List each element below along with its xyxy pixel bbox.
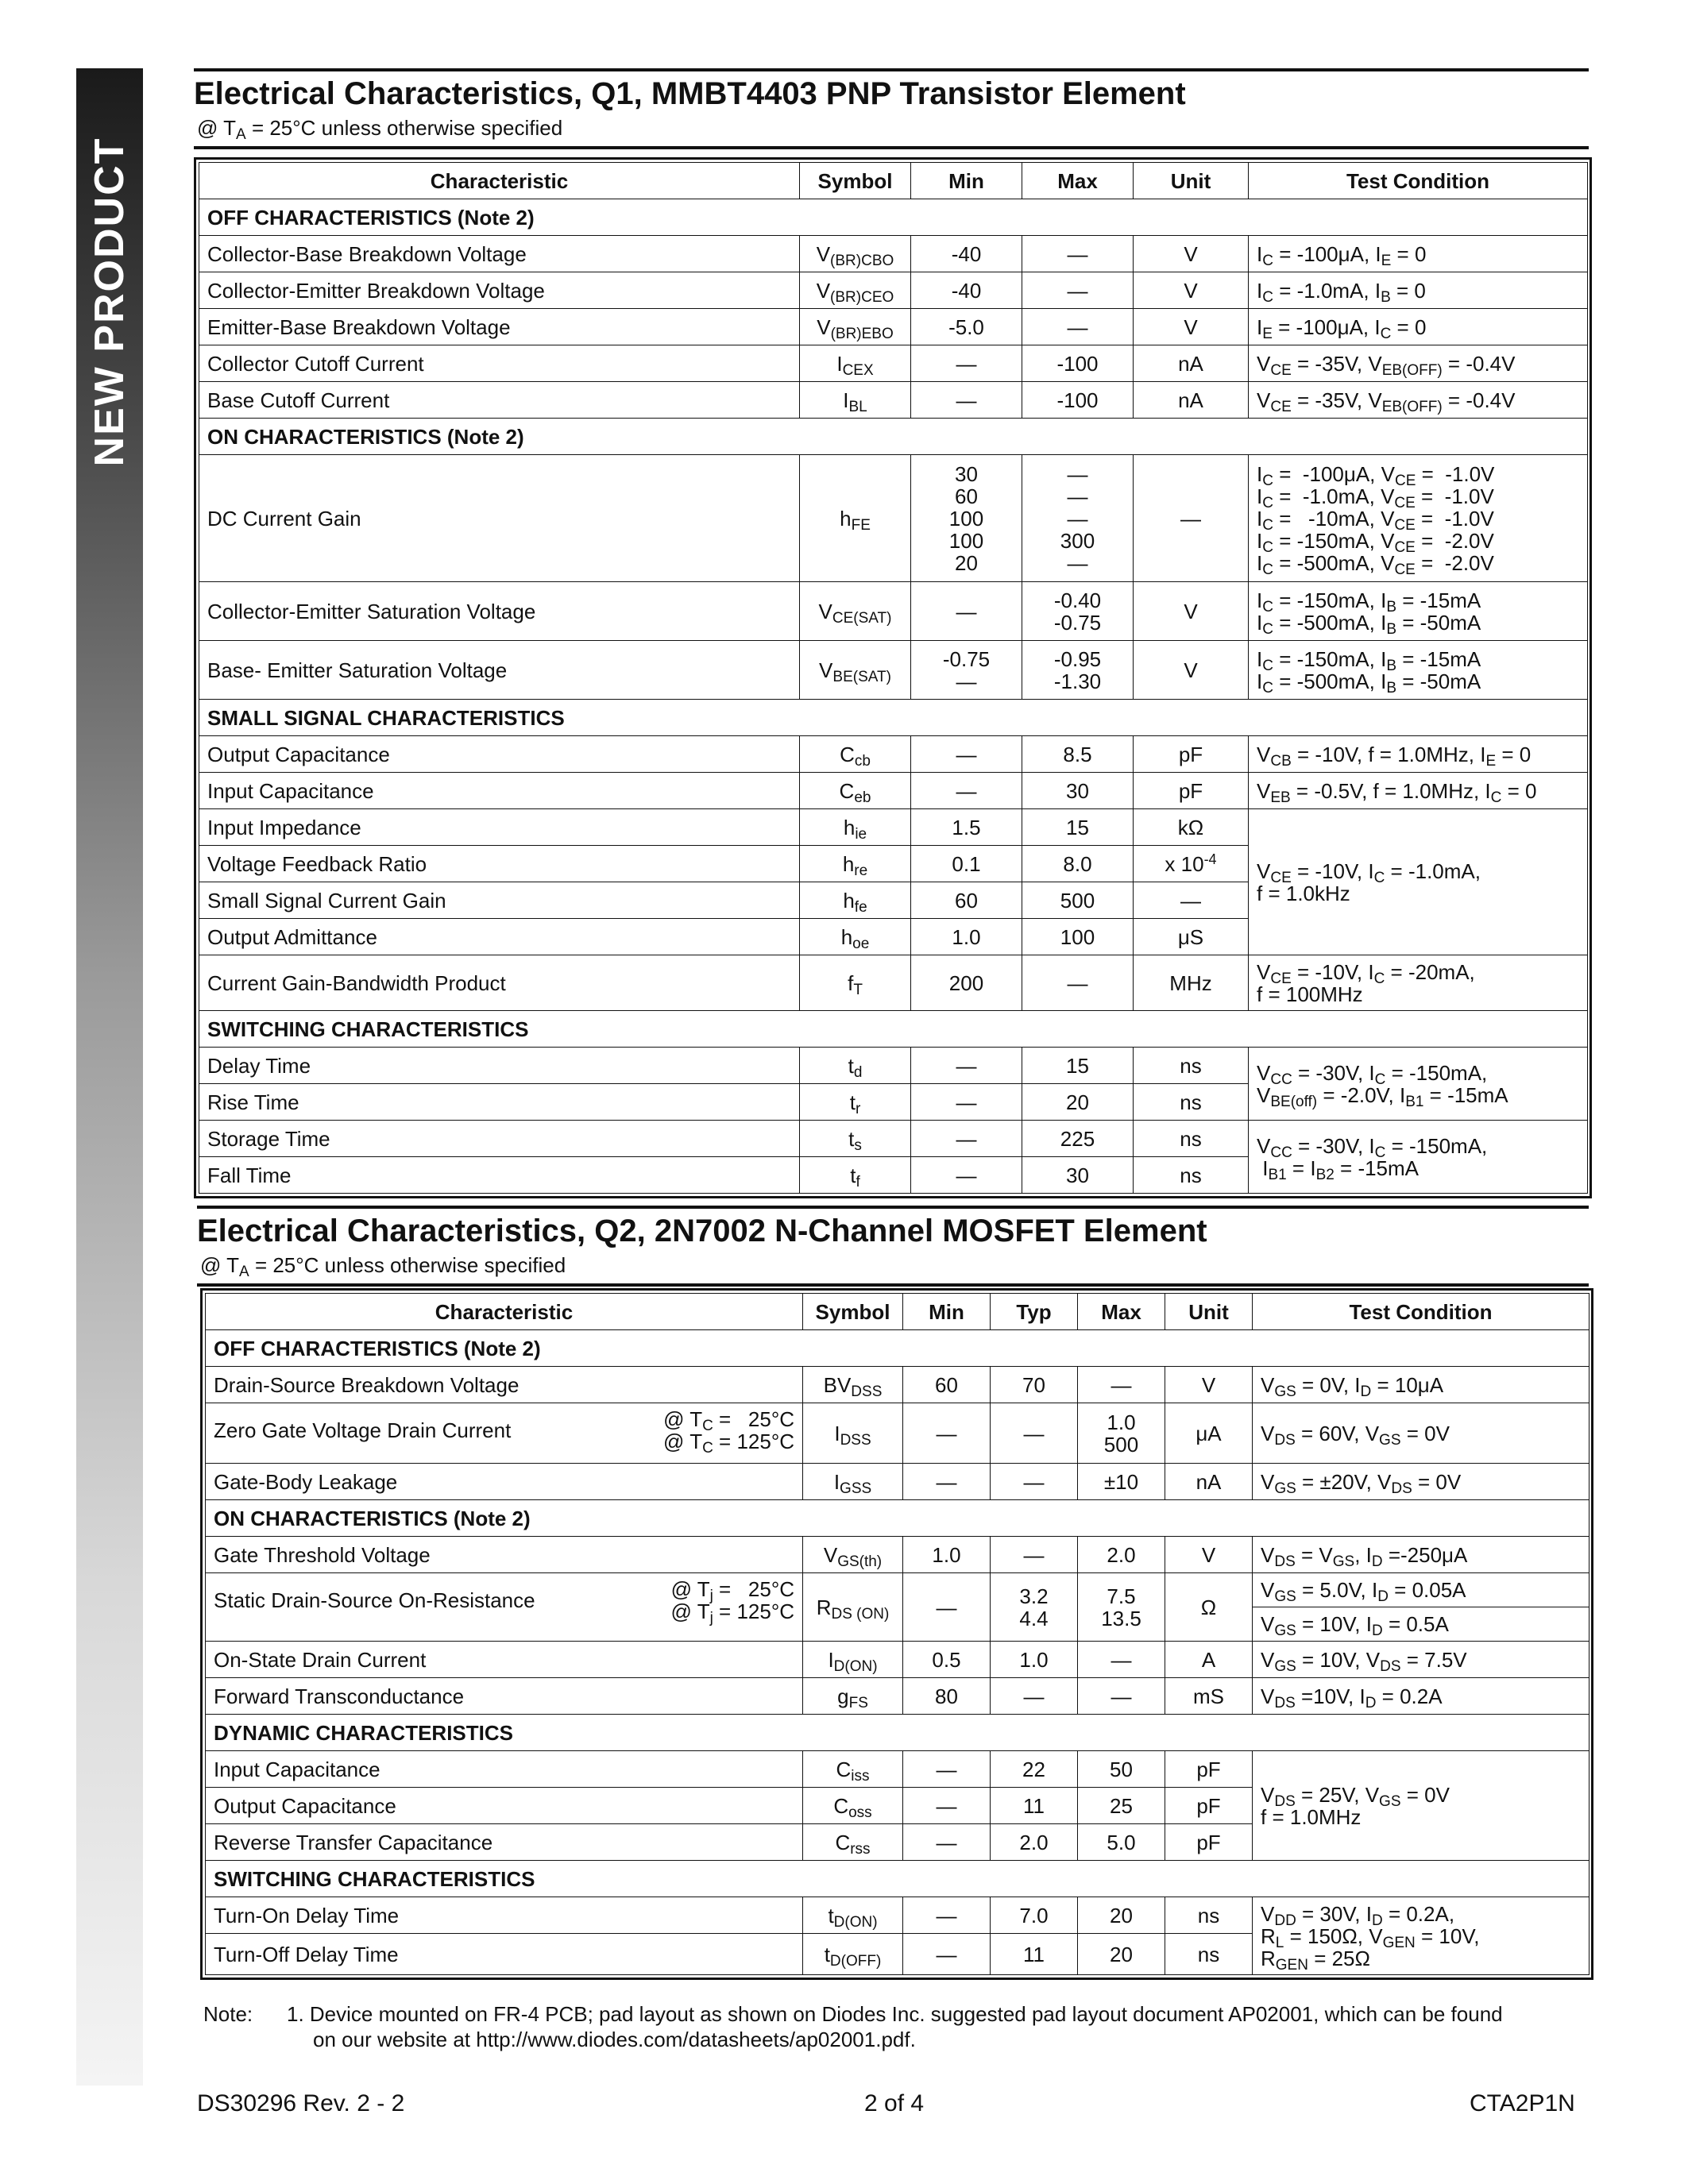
row-max: 15 — [1022, 809, 1134, 846]
q2-header-typ: Typ — [991, 1294, 1078, 1330]
row-symbol: $h_{re}$ — [800, 846, 911, 882]
row-min: -5.0 — [911, 309, 1022, 345]
q2-header-test: Test Condition — [1253, 1294, 1590, 1330]
row-symbol: $C_{iss}$ — [803, 1751, 903, 1788]
row-min: — — [903, 1464, 991, 1500]
q2-header-min: Min — [903, 1294, 991, 1330]
row-typ: 22 — [991, 1751, 1078, 1788]
q2-header-row — [206, 1294, 1590, 1330]
row-typ: — — [991, 1537, 1078, 1573]
row-max: 225 — [1022, 1121, 1134, 1157]
row-unit: ns — [1134, 1084, 1249, 1121]
row-max: 20 — [1078, 1897, 1165, 1934]
q1-section-small: SMALL SIGNAL CHARACTERISTICS — [199, 700, 1588, 736]
q1-title: Electrical Characteristics, Q1, MMBT4403 PNP Transistor Element — [194, 76, 1186, 111]
q2-header-max: Max — [1078, 1294, 1165, 1330]
table-row — [199, 773, 1588, 809]
q2-section-off: OFF CHARACTERISTICS (Note 2) — [206, 1330, 1590, 1367]
row-name: Zero Gate Voltage Drain Current @ $T_C = 25^\circ C$ @ $T_C = 125^\circ C$ — [206, 1403, 803, 1464]
row-name: Emitter-Base Breakdown Voltage — [199, 309, 800, 345]
q1-table — [194, 157, 1592, 1198]
row-symbol: $I_{D(ON)}$ — [803, 1642, 903, 1678]
row-condition: $V_{CE} = -10V$, $I_C = -1.0mA$, f = 1.0kHz — [1249, 809, 1588, 955]
q2-header-characteristic: Characteristic — [206, 1294, 803, 1330]
row-min: 0.1 — [911, 846, 1022, 882]
row-name: On-State Drain Current — [206, 1642, 803, 1678]
row-unit: nA — [1134, 382, 1249, 419]
row-name: Collector-Base Breakdown Voltage — [199, 236, 800, 272]
row-condition: $V_{GS} = 0V$, $I_D = 10\mu A$ — [1253, 1367, 1590, 1403]
row-max: 20 — [1078, 1934, 1165, 1975]
q1-header-test: Test Condition — [1249, 163, 1588, 199]
row-condition: $I_C = -100\mu A$, $V_{CE} = -1.0V$ $I_C = -1.0mA$, $V_{CE} = -1.0V$ $I_C = -10mA$, $V_{CE} = -1.0V$ $I_C = -150mA$, $V_{CE} = -2.0V$ $I_C = -500mA$, $V_{CE} = -2.0V$ — [1249, 455, 1588, 582]
row-condition: $V_{GS} = 10V$, $I_D = 0.5A$ — [1253, 1607, 1590, 1642]
row-unit: kΩ — [1134, 809, 1249, 846]
row-condition: $V_{GS} = 10V$, $V_{DS} = 7.5V$ — [1253, 1642, 1590, 1678]
table-row — [206, 1897, 1590, 1934]
row-min: 30 60 100 100 20 — [911, 455, 1022, 582]
row-condition: $V_{CE} = -35V$, $V_{EB(OFF)} = -0.4V$ — [1249, 382, 1588, 419]
q2-section-switching: SWITCHING CHARACTERISTICS — [206, 1861, 1590, 1897]
row-max: — — — 300 — — [1022, 455, 1134, 582]
table-row — [199, 309, 1588, 345]
row-max: 15 — [1022, 1048, 1134, 1084]
row-symbol: $C_{rss}$ — [803, 1824, 903, 1861]
table-row — [206, 1537, 1590, 1573]
row-unit: pF — [1134, 736, 1249, 773]
row-min: — — [911, 582, 1022, 641]
table-row — [199, 345, 1588, 382]
row-min: 80 — [903, 1678, 991, 1715]
q1-section-switching: SWITCHING CHARACTERISTICS — [199, 1011, 1588, 1048]
row-max: — — [1022, 955, 1134, 1011]
row-min: — — [911, 1121, 1022, 1157]
row-unit: μA — [1165, 1403, 1253, 1464]
row-unit: pF — [1165, 1751, 1253, 1788]
row-name: Input Impedance — [199, 809, 800, 846]
row-max: — — [1022, 272, 1134, 309]
row-max: — — [1078, 1678, 1165, 1715]
row-symbol: $t_s$ — [800, 1121, 911, 1157]
row-unit: ns — [1134, 1121, 1249, 1157]
row-unit: V — [1134, 236, 1249, 272]
row-min: 1.5 — [911, 809, 1022, 846]
row-condition: $V_{DS} = 60V$, $V_{GS} = 0V$ — [1253, 1403, 1590, 1464]
row-condition: $V_{DD} = 30V$, $I_D = 0.2A$, $R_L = 150\Omega$, $V_{GEN} = 10V$, $R_{GEN} = 25\Omega$ — [1253, 1897, 1590, 1975]
row-max: 8.0 — [1022, 846, 1134, 882]
row-name: Gate Threshold Voltage — [206, 1537, 803, 1573]
row-condition: $V_{CC} = -30V$, $I_C = -150mA$, $V_{BE(off)} = -2.0V$, $I_{B1} = -15mA$ — [1249, 1048, 1588, 1121]
footer-page-number: 2 of 4 — [864, 2090, 925, 2116]
row-unit: — — [1134, 882, 1249, 919]
row-typ: — — [991, 1464, 1078, 1500]
q2-table — [200, 1288, 1593, 1980]
row-min: — — [903, 1403, 991, 1464]
row-min: — — [911, 773, 1022, 809]
row-condition: $V_{DS} =10V$, $I_D = 0.2A$ — [1253, 1678, 1590, 1715]
row-max: — — [1078, 1367, 1165, 1403]
table-row — [199, 736, 1588, 773]
q1-header-row — [199, 163, 1588, 199]
row-symbol: $V_{BE(SAT)}$ — [800, 641, 911, 700]
row-max: 100 — [1022, 919, 1134, 955]
row-typ: — — [991, 1678, 1078, 1715]
q1-header-min: Min — [911, 163, 1022, 199]
row-unit: V — [1165, 1367, 1253, 1403]
table-row — [199, 236, 1588, 272]
row-min: — — [911, 736, 1022, 773]
table-row — [206, 1751, 1590, 1788]
row-symbol: $h_{ie}$ — [800, 809, 911, 846]
row-name: Turn-Off Delay Time — [206, 1934, 803, 1975]
row-max: — — [1022, 309, 1134, 345]
row-max: — — [1022, 236, 1134, 272]
row-min: — — [911, 345, 1022, 382]
row-name: Fall Time — [199, 1157, 800, 1194]
row-min: — — [903, 1934, 991, 1975]
row-unit: V — [1134, 309, 1249, 345]
row-max: ±10 — [1078, 1464, 1165, 1500]
row-symbol: $I_{DSS}$ — [803, 1403, 903, 1464]
row-condition: $I_C = -150mA$, $I_B = -15mA$ $I_C = -500mA$, $I_B = -50mA$ — [1249, 582, 1588, 641]
table-row — [206, 1367, 1590, 1403]
q2-rule — [197, 1283, 1589, 1287]
row-typ: 7.0 — [991, 1897, 1078, 1934]
q2-section-on: ON CHARACTERISTICS (Note 2) — [206, 1500, 1590, 1537]
row-min: 60 — [903, 1367, 991, 1403]
table-row — [199, 1048, 1588, 1084]
row-max: -0.40 -0.75 — [1022, 582, 1134, 641]
q2-header-unit: Unit — [1165, 1294, 1253, 1330]
row-max: -100 — [1022, 345, 1134, 382]
row-typ: 11 — [991, 1788, 1078, 1824]
row-unit: ns — [1134, 1157, 1249, 1194]
row-unit: ns — [1165, 1934, 1253, 1975]
footer-part-number: CTA2P1N — [1470, 2090, 1575, 2116]
row-unit: — — [1134, 455, 1249, 582]
row-condition: $I_C = -1.0mA$, $I_B = 0$ — [1249, 272, 1588, 309]
row-symbol: $R_{DS (ON)}$ — [803, 1573, 903, 1642]
row-max: 50 — [1078, 1751, 1165, 1788]
row-max: 7.5 13.5 — [1078, 1573, 1165, 1642]
row-name: Turn-On Delay Time — [206, 1897, 803, 1934]
row-symbol: $V_{(BR)EBO}$ — [800, 309, 911, 345]
q2-header-symbol: Symbol — [803, 1294, 903, 1330]
row-symbol: $V_{GS(th)}$ — [803, 1537, 903, 1573]
row-condition: $V_{CE} = -10V$, $I_C = -20mA$, f = 100MHz — [1249, 955, 1588, 1011]
row-symbol: $C_{eb}$ — [800, 773, 911, 809]
row-symbol: $BV_{DSS}$ — [803, 1367, 903, 1403]
row-min: — — [903, 1788, 991, 1824]
row-max: 25 — [1078, 1788, 1165, 1824]
row-symbol: $C_{cb}$ — [800, 736, 911, 773]
row-unit: ns — [1165, 1897, 1253, 1934]
row-min: — — [903, 1751, 991, 1788]
row-typ: 2.0 — [991, 1824, 1078, 1861]
row-symbol: $t_{D(OFF)}$ — [803, 1934, 903, 1975]
row-name: Output Capacitance — [199, 736, 800, 773]
row-symbol: $V_{(BR)CEO}$ — [800, 272, 911, 309]
row-max: 8.5 — [1022, 736, 1134, 773]
table-row — [199, 1121, 1588, 1157]
q2-title: Electrical Characteristics, Q2, 2N7002 N-Channel MOSFET Element — [197, 1214, 1207, 1248]
row-name: Forward Transconductance — [206, 1678, 803, 1715]
row-min: — — [911, 1084, 1022, 1121]
table-row — [199, 382, 1588, 419]
row-condition: $V_{DS} = 25V$, $V_{GS} = 0V$ f = 1.0MHz — [1253, 1751, 1590, 1861]
row-max: 1.0 500 — [1078, 1403, 1165, 1464]
row-name: Reverse Transfer Capacitance — [206, 1824, 803, 1861]
row-symbol: $h_{FE}$ — [800, 455, 911, 582]
row-min: — — [911, 382, 1022, 419]
row-name: Output Admittance — [199, 919, 800, 955]
row-name: Input Capacitance — [206, 1751, 803, 1788]
row-min: 60 — [911, 882, 1022, 919]
row-name: Base Cutoff Current — [199, 382, 800, 419]
row-name: DC Current Gain — [199, 455, 800, 582]
row-min: — — [903, 1573, 991, 1642]
table-row — [206, 1573, 1590, 1607]
row-unit: pF — [1165, 1824, 1253, 1861]
q1-header-symbol: Symbol — [800, 163, 911, 199]
row-name: Voltage Feedback Ratio — [199, 846, 800, 882]
row-max: 500 — [1022, 882, 1134, 919]
row-min: 0.5 — [903, 1642, 991, 1678]
table-row — [199, 455, 1588, 582]
row-typ: 3.2 4.4 — [991, 1573, 1078, 1642]
row-typ: 1.0 — [991, 1642, 1078, 1678]
row-unit: A — [1165, 1642, 1253, 1678]
row-min: -40 — [911, 236, 1022, 272]
row-min: 1.0 — [911, 919, 1022, 955]
footer-doc-id: DS30296 Rev. 2 - 2 — [197, 2090, 405, 2116]
q2-section-dynamic: DYNAMIC CHARACTERISTICS — [206, 1715, 1590, 1751]
q1-rule — [194, 146, 1589, 149]
q2-conditions: @ $T_A = 25^\circ C$ unless otherwise specified — [200, 1253, 566, 1280]
row-name: Collector-Emitter Breakdown Voltage — [199, 272, 800, 309]
row-min: — — [911, 1048, 1022, 1084]
row-name: Collector Cutoff Current — [199, 345, 800, 382]
row-unit: nA — [1165, 1464, 1253, 1500]
table-row — [199, 641, 1588, 700]
q1-header-max: Max — [1022, 163, 1134, 199]
q2-top-rule — [197, 1206, 1589, 1209]
row-name: Small Signal Current Gain — [199, 882, 800, 919]
row-unit: V — [1134, 582, 1249, 641]
row-condition: $V_{GS} = 5.0V$, $I_D = 0.05A$ — [1253, 1573, 1590, 1607]
row-min: — — [911, 1157, 1022, 1194]
row-max: 5.0 — [1078, 1824, 1165, 1861]
row-name: Base- Emitter Saturation Voltage — [199, 641, 800, 700]
row-condition: $I_C = -150mA$, $I_B = -15mA$ $I_C = -500mA$, $I_B = -50mA$ — [1249, 641, 1588, 700]
row-symbol: $I_{GSS}$ — [803, 1464, 903, 1500]
row-name: Rise Time — [199, 1084, 800, 1121]
row-typ: 70 — [991, 1367, 1078, 1403]
row-name: Collector-Emitter Saturation Voltage — [199, 582, 800, 641]
row-name: Storage Time — [199, 1121, 800, 1157]
row-name: Drain-Source Breakdown Voltage — [206, 1367, 803, 1403]
row-max: -100 — [1022, 382, 1134, 419]
q1-section-off: OFF CHARACTERISTICS (Note 2) — [199, 199, 1588, 236]
row-condition: $V_{GS} = \pm 20V$, $V_{DS} = 0V$ — [1253, 1464, 1590, 1500]
row-symbol: $I_{CEX}$ — [800, 345, 911, 382]
row-unit: V — [1165, 1537, 1253, 1573]
table-row — [206, 1642, 1590, 1678]
row-condition: $I_C = -100\mu A$, $I_E = 0$ — [1249, 236, 1588, 272]
row-name: Input Capacitance — [199, 773, 800, 809]
row-condition: $V_{DS} = V_{GS}$, $I_D =-250\mu A$ — [1253, 1537, 1590, 1573]
row-symbol: $t_{D(ON)}$ — [803, 1897, 903, 1934]
row-min: — — [903, 1897, 991, 1934]
row-unit: ns — [1134, 1048, 1249, 1084]
row-symbol: $t_d$ — [800, 1048, 911, 1084]
row-symbol: $V_{(BR)CBO}$ — [800, 236, 911, 272]
row-symbol: $t_f$ — [800, 1157, 911, 1194]
row-symbol: $V_{CE(SAT)}$ — [800, 582, 911, 641]
row-name: Current Gain-Bandwidth Product — [199, 955, 800, 1011]
row-symbol: $C_{oss}$ — [803, 1788, 903, 1824]
note-text: 1. Device mounted on FR-4 PCB; pad layout as shown on Diodes Inc. suggested pad layout document AP02001, which can be found on our website at http://www.diodes.com/datasheets/ap02001.pdf. — [287, 2002, 1503, 2051]
row-name: Gate-Body Leakage — [206, 1464, 803, 1500]
row-name: Static Drain-Source On-Resistance @ $T_j = 25^\circ C$ @ $T_j = 125^\circ C$ — [206, 1573, 803, 1642]
sidebar-label: NEW PRODUCT — [87, 137, 133, 467]
q1-conditions: @ $T_A = 25^\circ C$ unless otherwise specified — [197, 116, 563, 143]
row-symbol: $h_{oe}$ — [800, 919, 911, 955]
row-min: -0.75 — — [911, 641, 1022, 700]
row-unit: MHz — [1134, 955, 1249, 1011]
table-row — [206, 1678, 1590, 1715]
row-symbol: $t_r$ — [800, 1084, 911, 1121]
row-name: Output Capacitance — [206, 1788, 803, 1824]
row-unit: x $10^{-4}$ — [1134, 846, 1249, 882]
row-min: 200 — [911, 955, 1022, 1011]
row-symbol: $g_{FS}$ — [803, 1678, 903, 1715]
row-min: -40 — [911, 272, 1022, 309]
row-max: 30 — [1022, 773, 1134, 809]
row-unit: mS — [1165, 1678, 1253, 1715]
row-condition: $V_{EB} = -0.5V$, f = 1.0MHz, $I_C = 0$ — [1249, 773, 1588, 809]
row-min: — — [903, 1824, 991, 1861]
row-unit: μS — [1134, 919, 1249, 955]
table-row — [206, 1403, 1590, 1464]
row-unit: nA — [1134, 345, 1249, 382]
row-unit: V — [1134, 272, 1249, 309]
row-unit: V — [1134, 641, 1249, 700]
row-condition: $I_E = -100\mu A$, $I_C = 0$ — [1249, 309, 1588, 345]
row-max: 20 — [1022, 1084, 1134, 1121]
row-max: 2.0 — [1078, 1537, 1165, 1573]
row-typ: — — [991, 1403, 1078, 1464]
row-condition: $V_{CE} = -35V$, $V_{EB(OFF)} = -0.4V$ — [1249, 345, 1588, 382]
row-symbol: $f_T$ — [800, 955, 911, 1011]
row-symbol: $I_{BL}$ — [800, 382, 911, 419]
table-row — [199, 955, 1588, 1011]
q1-section-on: ON CHARACTERISTICS (Note 2) — [199, 419, 1588, 455]
row-unit: Ω — [1165, 1573, 1253, 1642]
top-rule — [194, 68, 1589, 71]
table-row — [199, 272, 1588, 309]
table-row — [206, 1464, 1590, 1500]
row-max: 30 — [1022, 1157, 1134, 1194]
q1-header-unit: Unit — [1134, 163, 1249, 199]
note-label: Note: — [203, 2002, 253, 2026]
q1-header-characteristic: Characteristic — [199, 163, 800, 199]
table-row — [199, 582, 1588, 641]
row-condition: $V_{CB} = -10V$, f = 1.0MHz, $I_E = 0$ — [1249, 736, 1588, 773]
row-min: 1.0 — [903, 1537, 991, 1573]
row-max: — — [1078, 1642, 1165, 1678]
row-typ: 11 — [991, 1934, 1078, 1975]
row-unit: pF — [1134, 773, 1249, 809]
row-symbol: $h_{fe}$ — [800, 882, 911, 919]
row-max: -0.95 -1.30 — [1022, 641, 1134, 700]
row-name: Delay Time — [199, 1048, 800, 1084]
row-condition: $V_{CC} = -30V$, $I_C = -150mA$, $I_{B1} = I_{B2} = -15mA$ — [1249, 1121, 1588, 1194]
row-unit: pF — [1165, 1788, 1253, 1824]
table-row — [199, 809, 1588, 846]
